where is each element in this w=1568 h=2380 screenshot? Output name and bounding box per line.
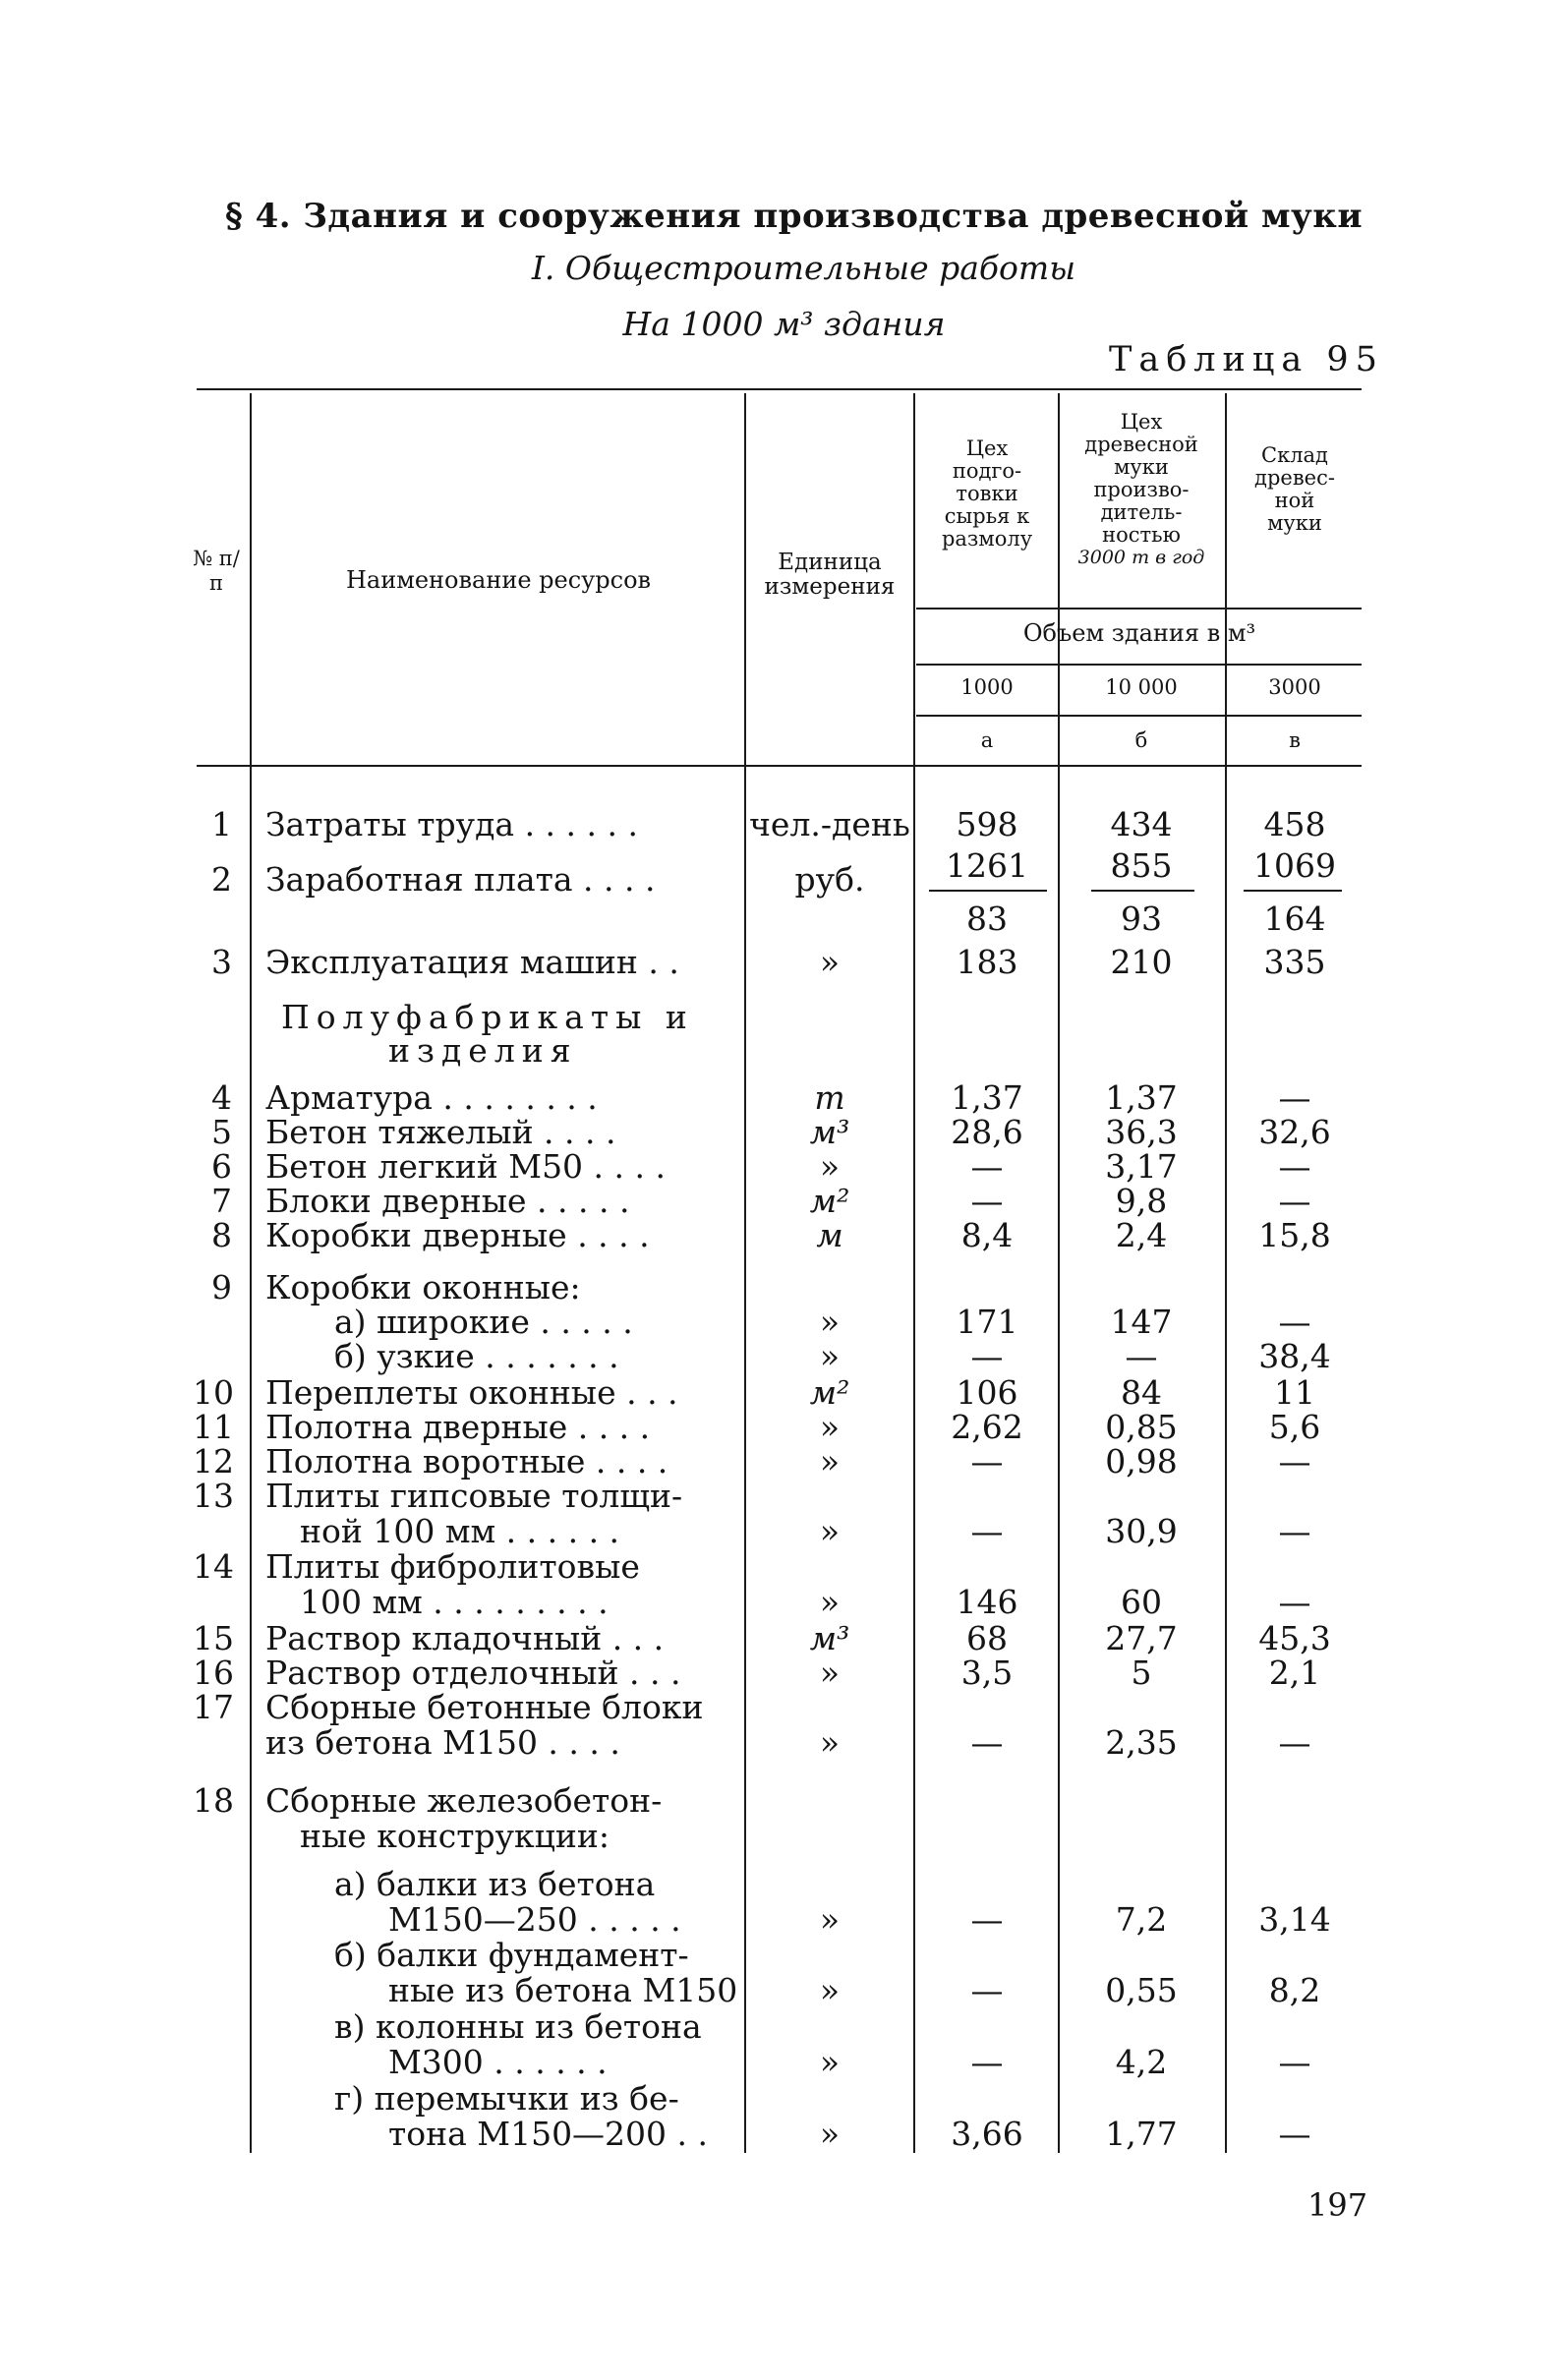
col-divider-name	[744, 393, 746, 2153]
row-name: б) балки фундамент-	[334, 1936, 689, 1974]
row-unit: »	[819, 1723, 841, 1762]
row-value-c: —	[1278, 1147, 1311, 1186]
row-value-b: 0,98	[1105, 1442, 1178, 1480]
row-name: Сборные железобетон-	[265, 1781, 663, 1820]
row-name-line2: ные конструкции:	[300, 1817, 610, 1855]
row-name: а) широкие . . . . .	[334, 1303, 633, 1341]
row-unit: м²	[809, 1373, 850, 1412]
row-value-c: 45,3	[1258, 1619, 1331, 1657]
row-unit: »	[819, 1303, 841, 1341]
row-unit: »	[819, 1971, 841, 2009]
header-vol-a: 1000	[960, 675, 1014, 699]
row-value-c: —	[1278, 1512, 1311, 1550]
header-letter-a: а	[980, 728, 994, 752]
subsection-heading: I. Общестроительные работы	[531, 249, 1076, 287]
row-number: 18	[193, 1781, 234, 1820]
header-name: Наименование ресурсов	[345, 566, 652, 594]
row-unit: чел.-день	[749, 805, 910, 843]
row-value-c: 15,8	[1258, 1216, 1331, 1254]
row-value-c: —	[1278, 1583, 1311, 1621]
row-name-line2: изделия	[388, 1031, 578, 1070]
row-value-c: 458	[1263, 805, 1326, 843]
row-value-b: 7,2	[1115, 1900, 1168, 1939]
section-heading: § 4. Здания и сооружения производства древесной муки	[224, 197, 1364, 236]
row-value-a: 8,4	[960, 1216, 1014, 1254]
row-name: Плиты гипсовые толщи-	[265, 1477, 683, 1515]
row-name-line2: 100 мм . . . . . . . . .	[300, 1583, 609, 1621]
row-name: Полуфабрикаты и	[281, 998, 694, 1036]
page-number: 197	[1307, 2186, 1368, 2224]
row-value-c: 38,4	[1258, 1337, 1331, 1375]
volume-rule-mid	[916, 664, 1362, 666]
row-value-c: 335	[1263, 943, 1326, 981]
row-value-a: 146	[956, 1583, 1018, 1621]
row-name: а) балки из бетона	[334, 1865, 656, 1903]
row-name-line2: ные из бетона М150	[388, 1971, 738, 2009]
row-name: Блоки дверные . . . . .	[265, 1182, 630, 1220]
header-col-c: Склад древес- ной муки	[1254, 443, 1335, 535]
row-value-b: 1,77	[1105, 2115, 1178, 2153]
row-value-b: 27,7	[1105, 1619, 1178, 1657]
fraction-line	[1244, 890, 1342, 892]
row-value-b: 3,17	[1105, 1147, 1178, 1186]
col-divider-num	[250, 393, 252, 2153]
row-value-a: —	[970, 1512, 1004, 1550]
row-value-b: 2,4	[1115, 1216, 1168, 1254]
row-unit: т	[814, 1078, 845, 1117]
row-unit: »	[819, 1583, 841, 1621]
row-name: Полотна дверные . . . .	[265, 1408, 651, 1446]
row-number: 6	[211, 1147, 232, 1186]
row-value-b: 2,35	[1105, 1723, 1178, 1762]
row-value-a: 1,37	[951, 1078, 1023, 1117]
row-value-c: 8,2	[1268, 1971, 1321, 2009]
row-unit: »	[819, 1512, 841, 1550]
header-volume: Объем здания в м³	[1022, 619, 1256, 647]
row-value-a: —	[970, 2043, 1004, 2081]
row-number: 7	[211, 1182, 232, 1220]
row-value-b: 434	[1110, 805, 1173, 843]
row-value-a: 598	[956, 805, 1018, 843]
row-name: Коробки дверные . . . .	[265, 1216, 650, 1254]
row-name-line2: из бетона М150 . . . .	[265, 1723, 620, 1762]
row-value-c: 2,1	[1268, 1654, 1321, 1692]
row-value-b: 36,3	[1105, 1113, 1178, 1151]
row-number: 15	[193, 1619, 234, 1657]
row-value-a: 183	[956, 943, 1018, 981]
header-num: № п/п	[193, 547, 240, 595]
row-value-b: 4,2	[1115, 2043, 1168, 2081]
col-divider-unit	[913, 393, 915, 2153]
row-value-a: —	[970, 1900, 1004, 1939]
table-top-rule	[197, 388, 1362, 390]
row-value-a: 106	[956, 1373, 1018, 1412]
row-name-line2: М300 . . . . . .	[388, 2043, 608, 2081]
row-value-a: —	[970, 1337, 1004, 1375]
row-unit: м	[816, 1216, 843, 1254]
row-unit: м³	[809, 1113, 850, 1151]
row-name: Раствор кладочный . . .	[265, 1619, 665, 1657]
row-unit: »	[819, 1442, 841, 1480]
header-letter-c: в	[1289, 728, 1301, 752]
row-value-a: —	[970, 1723, 1004, 1762]
row-name: Полотна воротные . . . .	[265, 1442, 668, 1480]
row-value-c: —	[1278, 2043, 1311, 2081]
row-unit: м²	[809, 1182, 850, 1220]
row-value-c: 32,6	[1258, 1113, 1331, 1151]
row-value-a: 68	[966, 1619, 1008, 1657]
col-divider-a	[1058, 393, 1060, 2153]
row-name: Затраты труда . . . . . .	[265, 805, 638, 843]
row-number: 10	[193, 1373, 234, 1412]
row-value-b: 0,55	[1105, 1971, 1178, 2009]
row-value-a: 171	[956, 1303, 1018, 1341]
row-value-a: —	[970, 1147, 1004, 1186]
row-name: Сборные бетонные блоки	[265, 1688, 704, 1726]
row-unit: »	[819, 2043, 841, 2081]
row-number: 5	[211, 1113, 232, 1151]
per-unit-heading: На 1000 м³ здания	[622, 305, 946, 343]
volume-rule-low	[916, 715, 1362, 717]
fraction-line	[1091, 890, 1194, 892]
row-name: Раствор отделочный . . .	[265, 1654, 681, 1692]
row-unit: руб.	[794, 860, 865, 899]
row-value-a: 2,62	[951, 1408, 1023, 1446]
row-value-a: —	[970, 1442, 1004, 1480]
row-value-c: —	[1278, 1182, 1311, 1220]
row-number: 13	[193, 1477, 234, 1515]
row-value-a: 3,5	[960, 1654, 1014, 1692]
row-name-line2: тона М150—200 . .	[388, 2115, 709, 2153]
row-value-b: 9,8	[1115, 1182, 1168, 1220]
row-unit: »	[819, 2115, 841, 2153]
row-value-c-sub: 164	[1263, 900, 1326, 938]
row-name-line2: ной 100 мм . . . . . .	[300, 1512, 620, 1550]
row-name: Плиты фибролитовые	[265, 1547, 640, 1586]
row-value-a-sub: 83	[966, 900, 1008, 938]
row-number: 11	[193, 1408, 234, 1446]
header-vol-b: 10 000	[1105, 675, 1178, 699]
row-value-c: —	[1278, 1723, 1311, 1762]
row-name: Арматура . . . . . . . .	[265, 1078, 598, 1117]
row-number: 9	[211, 1268, 232, 1306]
row-value-b: 5	[1131, 1654, 1152, 1692]
row-number: 4	[211, 1078, 232, 1117]
row-number: 3	[211, 943, 232, 981]
col-divider-b	[1225, 393, 1227, 2153]
row-name: Эксплуатация машин . .	[265, 943, 679, 981]
row-value-a: 1261	[946, 846, 1028, 885]
header-vol-c: 3000	[1268, 675, 1321, 699]
row-value-b: 147	[1110, 1303, 1173, 1341]
row-number: 2	[211, 860, 232, 899]
row-unit: »	[819, 1408, 841, 1446]
header-unit: Единица измерения	[764, 550, 896, 600]
row-value-c: —	[1278, 1442, 1311, 1480]
header-col-a: Цех подго- товки сырья к размолу	[941, 436, 1033, 551]
row-value-c: 3,14	[1258, 1900, 1331, 1939]
row-value-b: 1,37	[1105, 1078, 1178, 1117]
row-name-line2: М150—250 . . . . .	[388, 1900, 681, 1939]
row-name: Бетон тяжелый . . . .	[265, 1113, 616, 1151]
row-value-b: 855	[1110, 846, 1173, 885]
row-value-c: —	[1278, 2115, 1311, 2153]
row-value-a: —	[970, 1182, 1004, 1220]
row-unit: м³	[809, 1619, 850, 1657]
row-name: г) перемычки из бе-	[334, 2079, 679, 2118]
row-value-c: —	[1278, 1303, 1311, 1341]
row-number: 12	[193, 1442, 234, 1480]
row-value-b: 210	[1110, 943, 1173, 981]
row-name: б) узкие . . . . . . .	[334, 1337, 619, 1375]
row-number: 17	[193, 1688, 234, 1726]
header-letter-b: б	[1134, 728, 1148, 752]
row-value-b: 30,9	[1105, 1512, 1178, 1550]
row-value-c: 5,6	[1268, 1408, 1321, 1446]
row-number: 1	[211, 805, 232, 843]
row-value-b: 84	[1121, 1373, 1162, 1412]
row-value-b: 60	[1121, 1583, 1162, 1621]
fraction-line	[929, 890, 1047, 892]
row-name: Переплеты оконные . . .	[265, 1373, 678, 1412]
row-value-a: 3,66	[951, 2115, 1023, 2153]
row-value-a: 28,6	[951, 1113, 1023, 1151]
row-number: 16	[193, 1654, 234, 1692]
row-name: Бетон легкий М50 . . . .	[265, 1147, 666, 1186]
row-name: в) колонны из бетона	[334, 2007, 702, 2046]
table-label: Таблица 95	[1109, 340, 1384, 379]
header-bottom-rule	[197, 765, 1362, 767]
row-value-c: —	[1278, 1078, 1311, 1117]
row-unit: »	[819, 1654, 841, 1692]
row-number: 8	[211, 1216, 232, 1254]
row-value-c: 11	[1274, 1373, 1315, 1412]
row-unit: »	[819, 943, 841, 981]
row-unit: »	[819, 1900, 841, 1939]
row-value-b: 0,85	[1105, 1408, 1178, 1446]
row-value-b-sub: 93	[1121, 900, 1162, 938]
header-col-b: Цех древесной муки произво- дитель- ностью 3000 т в год	[1077, 410, 1205, 568]
row-unit: »	[819, 1337, 841, 1375]
row-name: Заработная плата . . . .	[265, 860, 656, 899]
row-name: Коробки оконные:	[265, 1268, 581, 1306]
row-value-b: —	[1125, 1337, 1158, 1375]
volume-rule-top	[916, 608, 1362, 610]
row-value-a: —	[970, 1971, 1004, 2009]
row-number: 14	[193, 1547, 234, 1586]
row-value-c: 1069	[1253, 846, 1336, 885]
row-unit: »	[819, 1147, 841, 1186]
